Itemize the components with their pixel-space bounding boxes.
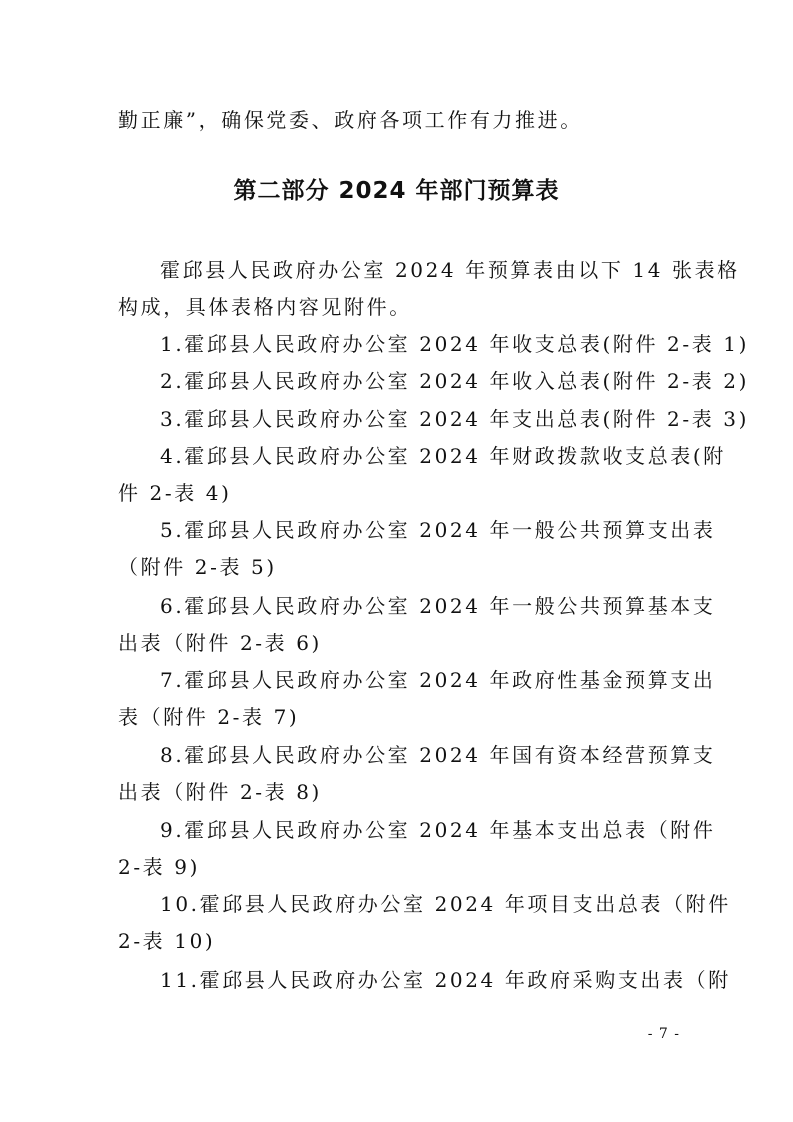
section-heading: 第二部分 2024 年部门预算表 xyxy=(233,178,560,204)
paragraph-line: 勤正廉”，确保党委、政府各项工作有力推进。 xyxy=(118,108,583,132)
list-item-continuation: 出表（附件 2-表 6) xyxy=(118,631,322,655)
list-item-continuation: （附件 2-表 5) xyxy=(118,555,277,579)
list-item-continuation: 表（附件 2-表 7) xyxy=(118,705,300,729)
list-item: 1.霍邱县人民政府办公室 2024 年收支总表(附件 2-表 1) xyxy=(160,332,750,356)
page-number: - 7 - xyxy=(647,1026,680,1042)
list-item: 2.霍邱县人民政府办公室 2024 年收入总表(附件 2-表 2) xyxy=(160,369,750,393)
paragraph-line: 构成，具体表格内容见附件。 xyxy=(118,295,412,319)
list-item: 5.霍邱县人民政府办公室 2024 年一般公共预算支出表 xyxy=(160,518,716,542)
list-item: 3.霍邱县人民政府办公室 2024 年支出总表(附件 2-表 3) xyxy=(160,407,750,431)
list-item-continuation: 出表（附件 2-表 8) xyxy=(118,780,322,804)
list-item: 6.霍邱县人民政府办公室 2024 年一般公共预算基本支 xyxy=(160,594,716,618)
list-item: 10.霍邱县人民政府办公室 2024 年项目支出总表（附件 xyxy=(160,892,731,916)
list-item: 7.霍邱县人民政府办公室 2024 年政府性基金预算支出 xyxy=(160,668,716,692)
list-item: 8.霍邱县人民政府办公室 2024 年国有资本经营预算支 xyxy=(160,743,716,767)
list-item: 11.霍邱县人民政府办公室 2024 年政府采购支出表（附 xyxy=(160,968,731,992)
list-item-continuation: 2-表 9) xyxy=(118,855,200,879)
list-item: 9.霍邱县人民政府办公室 2024 年基本支出总表（附件 xyxy=(160,818,716,842)
list-item-continuation: 件 2-表 4) xyxy=(118,481,232,505)
paragraph-line: 霍邱县人民政府办公室 2024 年预算表由以下 14 张表格 xyxy=(160,258,740,282)
list-item-continuation: 2-表 10) xyxy=(118,929,216,953)
list-item: 4.霍邱县人民政府办公室 2024 年财政拨款收支总表(附 xyxy=(160,444,726,468)
